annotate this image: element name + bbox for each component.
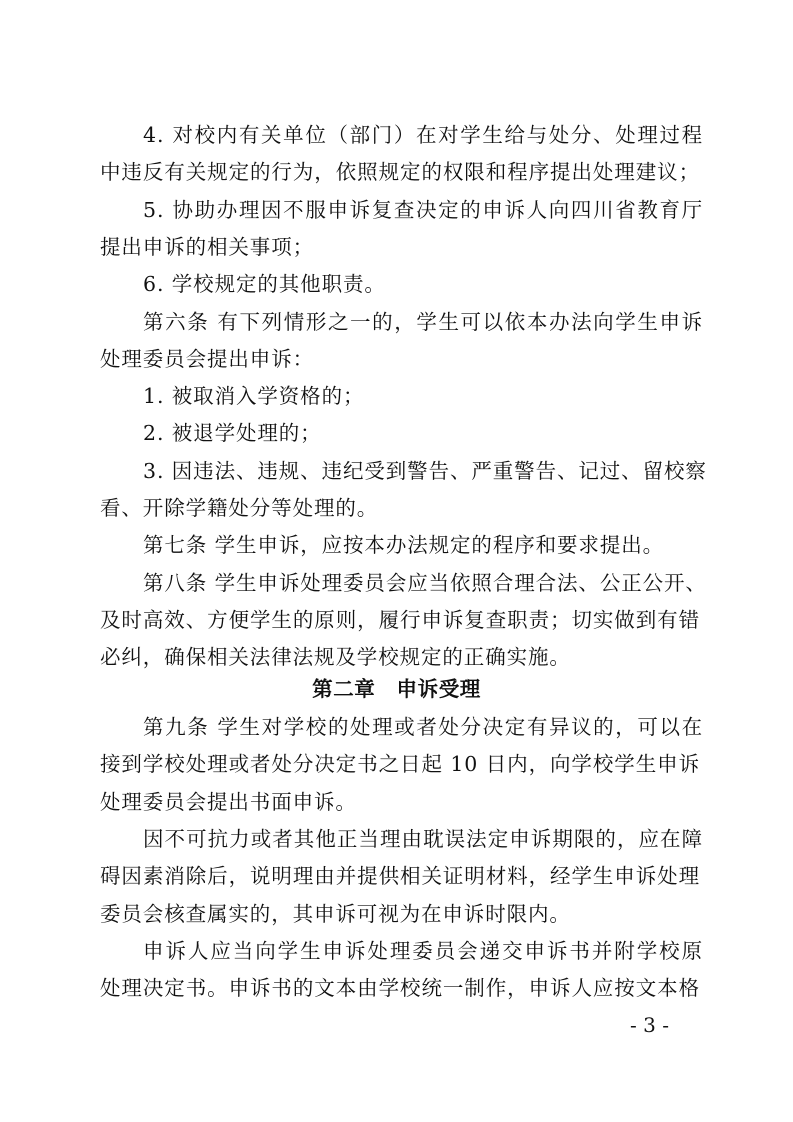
chapter-heading: 第二章 申诉受理 (312, 677, 481, 701)
text-line: 必纠，确保相关法律法规及学校规定的正确实施。 (100, 645, 571, 670)
text-line: 提出申诉的相关事项； (100, 234, 314, 259)
text-line: 委员会核查属实的，其申诉可视为在申诉时限内。 (100, 901, 571, 926)
text-line: 中违反有关规定的行为，依照规定的权限和程序提出处理建议； (100, 160, 700, 185)
text-line: 3. 因违法、违规、违纪受到警告、严重警告、记过、留校察 (143, 458, 707, 483)
page-number: - 3 - (630, 1013, 669, 1037)
text-line: 第七条 学生申诉，应按本办法规定的程序和要求提出。 (143, 533, 665, 558)
text-line: 1. 被取消入学资格的； (143, 384, 365, 409)
text-line: 处理委员会提出申诉： (100, 346, 314, 371)
text-line: 处理决定书。申诉书的文本由学校统一制作，申诉人应按文本格 (100, 976, 700, 1001)
text-line: 看、开除学籍处分等处理的。 (100, 496, 379, 520)
text-line: 4. 对校内有关单位（部门）在对学生给与处分、处理过程 (143, 123, 703, 147)
text-line: 申诉人应当向学生申诉处理委员会递交申诉书并附学校原 (143, 938, 703, 963)
text-line: 第九条 学生对学校的处理或者处分决定有异议的，可以在 (143, 715, 703, 739)
text-line: 处理委员会提出书面申诉。 (100, 789, 357, 814)
text-line: 及时高效、方便学生的原则，履行申诉复查职责；切实做到有错 (100, 607, 700, 632)
text-line: 第六条 有下列情形之一的，学生可以依本办法向学生申诉 (143, 309, 703, 334)
text-line: 6. 学校规定的其他职责。 (143, 272, 386, 297)
text-line: 碍因素消除后，说明理由并提供相关证明材料，经学生申诉处理 (100, 864, 700, 889)
text-line: 5. 协助办理因不服申诉复查决定的申诉人向四川省教育厅 (143, 197, 703, 222)
text-line: 接到学校处理或者处分决定书之日起 10 日内，向学校学生申诉 (100, 752, 700, 777)
text-line: 2. 被退学处理的； (143, 421, 322, 446)
text-line: 因不可抗力或者其他正当理由耽误法定申诉期限的，应在障 (143, 826, 703, 851)
text-line: 第八条 学生申诉处理委员会应当依照合理合法、公正公开、 (143, 570, 707, 595)
